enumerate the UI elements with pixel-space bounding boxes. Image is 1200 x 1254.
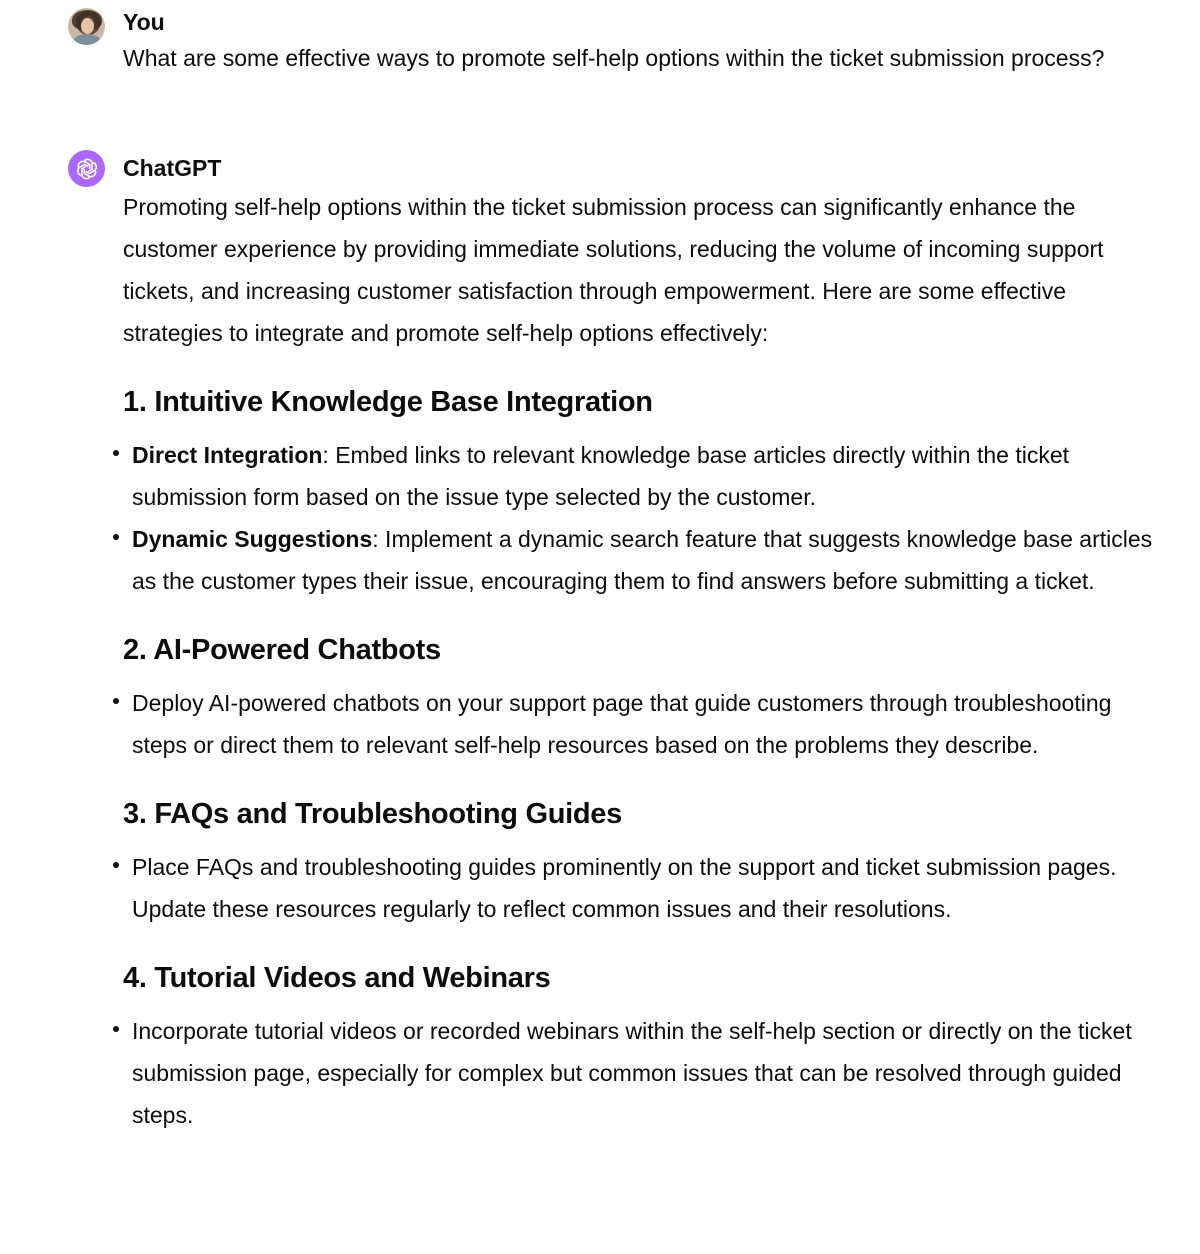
assistant-intro-paragraph: Promoting self-help options within the ticket submission process can significantly enhance the customer experience by providing immediate solutions, reducing the volume of incoming support tickets, and increasing customer satisfaction through empowerment. Here are some effective strategies to integrate and promote self-help options effectively:	[123, 194, 1104, 346]
assistant-message-turn	[68, 150, 1170, 1136]
list-item-label: Direct Integration	[132, 442, 323, 468]
list-item	[123, 518, 1170, 602]
user-author-name: You	[123, 9, 165, 35]
section-knowledge-base	[123, 382, 1170, 602]
section-heading: 1. Intuitive Knowledge Base Integration	[123, 386, 653, 418]
section-heading: 3. FAQs and Troubleshooting Guides	[123, 798, 622, 830]
section-chatbots	[123, 630, 1170, 766]
bullet-list	[123, 846, 1170, 930]
bullet-list	[123, 682, 1170, 766]
list-item-text: Incorporate tutorial videos or recorded webinars within the self-help section or directly on the ticket submission page, especially for complex but common issues that can be resolved through guided steps.	[132, 1018, 1132, 1128]
assistant-avatar	[68, 150, 105, 187]
assistant-author-name: ChatGPT	[123, 155, 222, 181]
list-item-text: Deploy AI-powered chatbots on your support page that guide customers through troubleshooting steps or direct them to relevant self-help resources based on the problems they describe.	[132, 690, 1112, 758]
section-tutorials	[123, 958, 1170, 1136]
bullet-list	[123, 1010, 1170, 1136]
list-item	[123, 1010, 1170, 1136]
user-avatar	[68, 8, 105, 45]
openai-logo-icon	[73, 155, 101, 183]
section-heading: 4. Tutorial Videos and Webinars	[123, 962, 551, 994]
section-heading: 2. AI-Powered Chatbots	[123, 634, 441, 666]
list-item	[123, 682, 1170, 766]
list-item-text: Place FAQs and troubleshooting guides prominently on the support and ticket submission pages. Update these resources regularly to reflect common issues and their resolutions.	[132, 854, 1117, 922]
list-item-text: : Implement a dynamic search feature that suggests knowledge base articles as the customer types their issue, encouraging them to find answers before submitting a ticket.	[132, 526, 1153, 594]
list-item	[123, 434, 1170, 518]
assistant-message-content	[123, 150, 1170, 1136]
user-message-turn	[68, 4, 1170, 76]
list-item-text: : Embed links to relevant knowledge base articles directly within the ticket submission form based on the issue type selected by the customer.	[132, 442, 1070, 510]
user-message-text: What are some effective ways to promote self-help options within the ticket submission process?	[123, 45, 1105, 71]
user-message-content	[123, 4, 1170, 76]
list-item-label: Dynamic Suggestions	[132, 526, 373, 552]
section-faqs	[123, 794, 1170, 930]
bullet-list	[123, 434, 1170, 602]
list-item	[123, 846, 1170, 930]
